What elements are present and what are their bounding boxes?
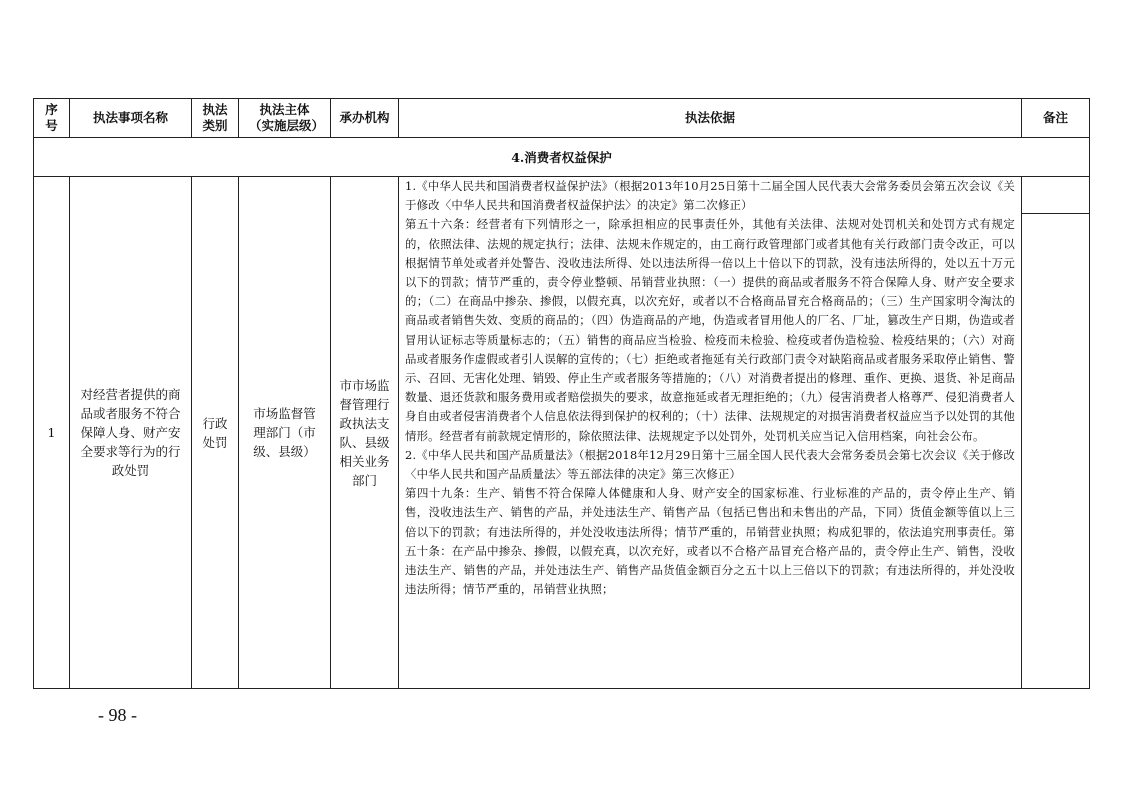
page-number: - 98 - — [98, 705, 137, 725]
row-basis — [399, 177, 1022, 689]
note-divider — [1022, 177, 1089, 214]
row-item: 对经营者提供的商品或者服务不符合保障人身、财产安全要求等行为的行政处罚 — [70, 177, 192, 689]
basis-paragraph: 第四十九条：生产、销售不符合保障人体健康和人身、财产安全的国家标准、行业标准的产品的，责令停止生产、销售，没收违法生产、销售的产品，并处违法生产、销售产品（包括已售出和未售出的产品，下同）货值金额等值以上三倍以下的罚款；有违法所得的，并处没收违法所得；情节严重的，吊销营业执照；构成犯罪的，依法追究刑事责任。第五十条：在产品中掺杂、掺假，以假充真，以次充好，或者以不合格产品冒充合格产品的，责令停止生产、销售，没收违法生产、销售的产品，并处违法生产、销售产品货值金额百分之五十以上三倍以下的罚款；有违法所得的，并处没收违法所得；情节严重的，吊销营业执照； — [405, 486, 1015, 597]
row-subject: 市场监督管理部门（市级、县级） — [239, 177, 331, 689]
row-note — [1022, 177, 1090, 689]
basis-paragraph: 第五十六条：经营者有下列情形之一，除承担相应的民事责任外，其他有关法律、法规对处罚机关和处罚方式有规定的，依照法律、法规的规定执行；法律、法规未作规定的，由工商行政管理部门或者其他有关行政部门责令改正，可以根据情节单处或者并处警告、没收违法所得、处以违法所得一倍以上十倍以下的罚款，没有违法所得的，处以五十万元以下的罚款；情节严重的，责令停业整顿、吊销营业执照：（一）提供的商品或者服务不符合保障人身、财产安全要求的；（二）在商品中掺杂、掺假，以假充真，以次充好，或者以不合格商品冒充合格商品的；（三）生产国家明令淘汰的商品或者销售失效、变质的商品的；（四）伪造商品的产地，伪造或者冒用他人的厂名、厂址，篡改生产日期，伪造或者冒用认证标志等质量标志的；（五）销售的商品应当检验、检疫而未检验、检疫或者伪造检验、检疫结果的；（六）对商品或者服务作虚假或者引人误解的宣传的；（七）拒绝或者拖延有关行政部门责令对缺陷商品或者服务采取停止销售、警示、召回、无害化处理、销毁、停止生产或者服务等措施的；（八）对消费者提出的修理、重作、更换、退货、补足商品数量、退还货款和服务费用或者赔偿损失的要求，故意拖延或者无理拒绝的；（九）侵害消费者人格尊严、侵犯消费者人身自由或者侵害消费者个人信息依法得到保护的权利的；（十）法律、法规规定的对损害消费者权益应当予以处罚的其他情形。经营者有前款规定情形的，除依照法律、法规规定予以处罚外，处罚机关应当记入信用档案，向社会公布。 — [405, 217, 1015, 443]
header-row — [34, 99, 1090, 138]
section-row — [34, 138, 1090, 177]
header-item: 执法事项名称 — [70, 99, 192, 138]
row-agency: 市市场监督管理行政执法支队、县级相关业务部门 — [331, 177, 399, 689]
header-category: 执法类别 — [192, 99, 239, 138]
basis-paragraph: 2.《中华人民共和国产品质量法》（根据2018年12月29日第十三届全国人民代表大会常务委员会第七次会议《关于修改〈中华人民共和国产品质量法〉等五部法律的决定》第三次修正） — [405, 447, 1015, 482]
enforcement-table — [33, 98, 1090, 689]
table-row — [34, 177, 1090, 689]
basis-paragraph: 1.《中华人民共和国消费者权益保护法》（根据2013年10月25日第十二届全国人民代表大会常务委员会第五次会议《关于修改〈中华人民共和国消费者权益保护法〉的决定》第二次修正） — [405, 179, 1015, 213]
header-basis: 执法依据 — [399, 99, 1022, 138]
header-note: 备注 — [1022, 99, 1090, 138]
row-category: 行政处罚 — [192, 177, 239, 689]
section-title: 4.消费者权益保护 — [34, 138, 1090, 177]
header-subject: 执法主体（实施层级） — [239, 99, 331, 138]
row-seq: 1 — [34, 177, 70, 689]
header-agency: 承办机构 — [331, 99, 399, 138]
header-seq: 序号 — [34, 99, 70, 138]
